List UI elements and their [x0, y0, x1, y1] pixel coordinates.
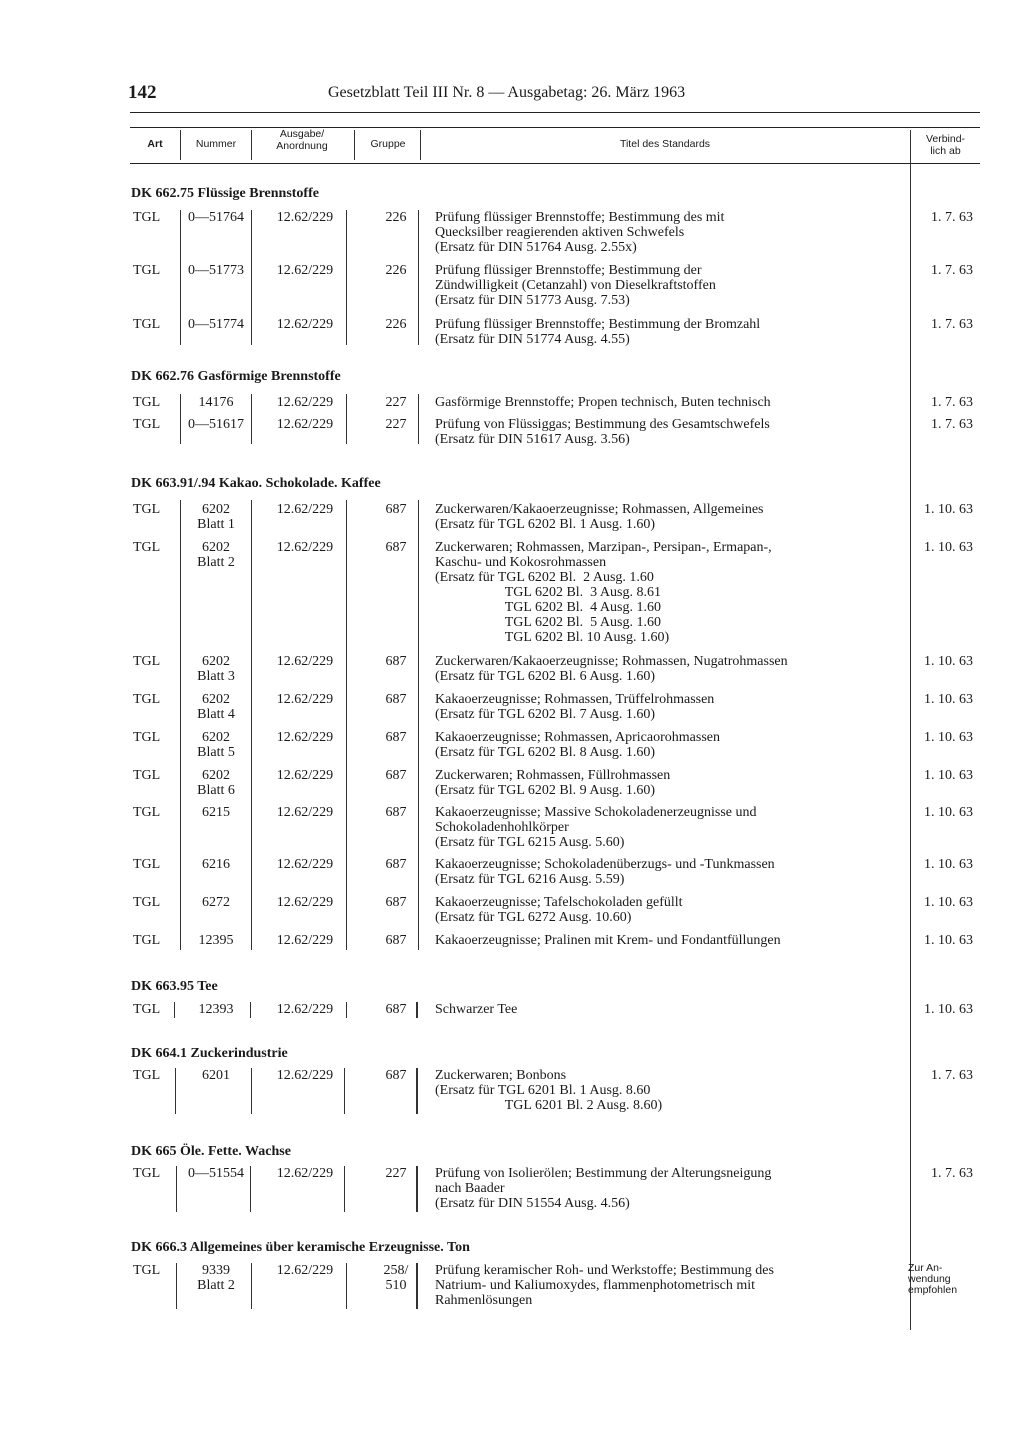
cell-rule — [251, 210, 252, 345]
gruppe: 687 — [385, 895, 407, 910]
ausgabe: 12.62/229 — [276, 1166, 334, 1181]
cell-rule — [346, 500, 347, 950]
verbindlich-ab: 1. 10. 63 — [924, 692, 973, 707]
col-ausgabe-line2: Anordnung — [276, 140, 328, 152]
table-top-rule — [130, 127, 980, 128]
nummer: 6202 — [202, 540, 230, 555]
ausgabe: 12.62/229 — [276, 730, 334, 745]
cell-rule — [346, 1002, 347, 1018]
cell-rule — [416, 1166, 418, 1212]
nummer: 6202 — [202, 692, 230, 707]
verbindlich-ab: 1. 10. 63 — [924, 730, 973, 745]
nummer-blatt: Blatt 4 — [197, 707, 235, 722]
titel: Prüfung von Isolierölen; Bestimmung der Alterungsneigung nach Baader (Ersatz für DIN 51554 Ausg. 4.56) — [435, 1166, 772, 1211]
art: TGL — [133, 692, 161, 707]
cell-rule — [251, 500, 252, 950]
cell-rule — [344, 1166, 345, 1212]
verbindlich-ab: 1. 7. 63 — [931, 1068, 973, 1083]
ausgabe: 12.62/229 — [276, 417, 334, 432]
col-divider — [180, 130, 181, 160]
art: TGL — [133, 1068, 161, 1083]
cell-rule — [416, 1002, 418, 1018]
art: TGL — [133, 210, 161, 225]
ausgabe: 12.62/229 — [276, 895, 334, 910]
gruppe: 687 — [385, 805, 407, 820]
titel: Zuckerwaren; Bonbons (Ersatz für TGL 6201 Bl. 1 Ausg. 8.60 TGL 6201 Bl. 2 Ausg. 8.60) — [435, 1068, 663, 1113]
cell-rule — [344, 1068, 345, 1114]
verbindlich-ab: 1. 7. 63 — [931, 417, 973, 432]
titel: Kakaoerzeugnisse; Pralinen mit Krem- und Fondantfüllungen — [435, 933, 781, 948]
cell-rule — [180, 500, 181, 950]
cell-rule — [418, 394, 419, 444]
ausgabe: 12.62/229 — [276, 692, 334, 707]
titel: Prüfung flüssiger Brennstoffe; Bestimmung der Bromzahl (Ersatz für DIN 51774 Ausg. 4.55) — [435, 317, 761, 347]
nummer: 12393 — [198, 1002, 234, 1017]
gruppe: 226 — [385, 317, 407, 332]
ausgabe: 12.62/229 — [276, 317, 334, 332]
cell-rule — [180, 210, 181, 345]
titel: Kakaoerzeugnisse; Tafelschokoladen gefüllt (Ersatz für TGL 6272 Ausg. 10.60) — [435, 895, 683, 925]
cell-rule — [175, 1068, 176, 1114]
ausgabe: 12.62/229 — [276, 395, 334, 410]
gruppe: 687 — [385, 730, 407, 745]
verbindlich-ab: 1. 7. 63 — [931, 395, 973, 410]
nummer-blatt: Blatt 6 — [197, 783, 235, 798]
verbindlich-ab: 1. 7. 63 — [931, 263, 973, 278]
gruppe: 227 — [385, 395, 407, 410]
gruppe: 687 — [385, 654, 407, 669]
nummer: 6216 — [202, 857, 230, 872]
art: TGL — [133, 933, 161, 948]
verbindlich-ab: 1. 10. 63 — [924, 540, 973, 555]
ausgabe: 12.62/229 — [276, 502, 334, 517]
cell-rule — [418, 210, 419, 345]
section-heading: DK 664.1 Zuckerindustrie — [131, 1046, 288, 1061]
gruppe: 687 — [385, 692, 407, 707]
cell-rule — [180, 394, 181, 444]
art: TGL — [133, 654, 161, 669]
nummer: 0—51764 — [188, 210, 244, 225]
gruppe: 227 — [385, 417, 407, 432]
col-divider — [354, 130, 355, 160]
gruppe: 687 — [385, 1002, 407, 1017]
gruppe: 687 — [385, 540, 407, 555]
nummer: 6202 — [202, 654, 230, 669]
cell-rule — [251, 1263, 252, 1309]
ausgabe: 12.62/229 — [276, 210, 334, 225]
cell-rule — [416, 1263, 418, 1309]
section-heading: DK 662.75 Flüssige Brennstoffe — [131, 186, 319, 201]
titel: Zuckerwaren/Kakaoerzeugnisse; Rohmassen, Allgemeines (Ersatz für TGL 6202 Bl. 1 Ausg. 1.60) — [435, 502, 764, 532]
col-divider — [251, 130, 252, 160]
nummer-blatt: Blatt 1 — [197, 517, 235, 532]
nummer: 12395 — [198, 933, 234, 948]
ausgabe: 12.62/229 — [276, 1068, 334, 1083]
nummer: 6201 — [202, 1068, 230, 1083]
section-heading: DK 663.95 Tee — [131, 979, 218, 994]
col-divider — [420, 130, 421, 160]
ausgabe: 12.62/229 — [276, 805, 334, 820]
titel: Zuckerwaren; Rohmassen, Füllrohmassen (Ersatz für TGL 6202 Bl. 9 Ausg. 1.60) — [435, 768, 671, 798]
section-heading: DK 663.91/.94 Kakao. Schokolade. Kaffee — [131, 476, 381, 491]
art: TGL — [133, 540, 161, 555]
verbindlich-ab: 1. 10. 63 — [924, 502, 973, 517]
art: TGL — [133, 805, 161, 820]
cell-rule — [416, 1068, 418, 1114]
col-titel: Titel des Standards — [619, 138, 711, 150]
nummer: 14176 — [198, 395, 234, 410]
cell-rule — [346, 1263, 347, 1309]
col-divider-verbindlich — [910, 130, 911, 1330]
verbindlich-ab: 1. 10. 63 — [924, 654, 973, 669]
art: TGL — [133, 263, 161, 278]
art: TGL — [133, 895, 161, 910]
ausgabe: 12.62/229 — [276, 1002, 334, 1017]
ausgabe: 12.62/229 — [276, 540, 334, 555]
verbindlich-ab: 1. 10. 63 — [924, 895, 973, 910]
col-gruppe: Gruppe — [370, 138, 406, 150]
cell-rule — [346, 210, 347, 345]
nummer: 6272 — [202, 895, 230, 910]
titel: Prüfung keramischer Roh- und Werkstoffe; Bestimmung des Natrium- und Kaliumoxydes, flammenphotometrisch mit Rahmenlösungen — [435, 1263, 774, 1308]
page-title: Gesetzblatt Teil III Nr. 8 — Ausgabetag: 26. März 1963 — [328, 84, 686, 101]
section-heading: DK 665 Öle. Fette. Wachse — [131, 1144, 291, 1159]
gruppe: 687 — [385, 933, 407, 948]
art: TGL — [133, 1263, 161, 1278]
nummer: 0—51774 — [188, 317, 244, 332]
nummer-blatt: Blatt 2 — [197, 1278, 235, 1293]
cell-rule — [250, 1002, 251, 1018]
verbindlich-ab-note: Zur An- wendung empfohlen — [908, 1262, 958, 1296]
cell-rule — [174, 1002, 175, 1018]
col-verbindlich-line1: Verbind- — [925, 133, 966, 145]
gruppe: 258/ — [383, 1263, 409, 1278]
ausgabe: 12.62/229 — [276, 263, 334, 278]
gruppe: 226 — [385, 210, 407, 225]
ausgabe: 12.62/229 — [276, 768, 334, 783]
nummer: 0—51617 — [188, 417, 244, 432]
gruppe-line2: 510 — [385, 1278, 407, 1293]
art: TGL — [133, 1002, 161, 1017]
titel: Prüfung flüssiger Brennstoffe; Bestimmung des mit Quecksilber reagierenden aktiven Schwefels (Ersatz für DIN 51764 Ausg. 2.55x) — [435, 210, 725, 255]
nummer: 9339 — [202, 1263, 230, 1278]
art: TGL — [133, 395, 161, 410]
nummer: 6215 — [202, 805, 230, 820]
gruppe: 687 — [385, 857, 407, 872]
titel: Zuckerwaren; Rohmassen, Marzipan-, Persipan-, Ermapan-, Kaschu- und Kokosrohmassen (Ersatz für TGL 6202 Bl. 2 Ausg. 1.60 TGL 6202 Bl. 3 Ausg. 8.61 TGL 6202 Bl. 4 Ausg. 1.60 TGL 6202 Bl. 5 Ausg. 1.60 TGL 6202 Bl. 10 Ausg. 1.60) — [435, 540, 772, 645]
col-verbindlich — [911, 133, 980, 157]
titel: Kakaoerzeugnisse; Rohmassen, Trüffelrohmassen (Ersatz für TGL 6202 Bl. 7 Ausg. 1.60) — [435, 692, 715, 722]
cell-rule — [251, 1068, 252, 1114]
art: TGL — [133, 417, 161, 432]
ausgabe: 12.62/229 — [276, 857, 334, 872]
gruppe: 687 — [385, 502, 407, 517]
section-heading: DK 666.3 Allgemeines über keramische Erzeugnisse. Ton — [131, 1240, 470, 1255]
art: TGL — [133, 1166, 161, 1181]
cell-rule — [250, 1166, 251, 1212]
titel: Gasförmige Brennstoffe; Propen technisch, Buten technisch — [435, 395, 771, 410]
cell-rule — [346, 394, 347, 444]
nummer: 6202 — [202, 730, 230, 745]
verbindlich-ab: 1. 10. 63 — [924, 768, 973, 783]
col-ausgabe-line1: Ausgabe/ — [279, 128, 325, 140]
col-verbindlich-line2: lich ab — [930, 145, 961, 157]
art: TGL — [133, 730, 161, 745]
header-rule — [130, 112, 980, 113]
ausgabe: 12.62/229 — [276, 654, 334, 669]
verbindlich-ab: 1. 7. 63 — [931, 1166, 973, 1181]
verbindlich-ab: 1. 7. 63 — [931, 317, 973, 332]
page-header — [128, 82, 980, 108]
verbindlich-ab: 1. 10. 63 — [924, 805, 973, 820]
titel: Kakaoerzeugnisse; Schokoladenüberzugs- und -Tunkmassen (Ersatz für TGL 6216 Ausg. 5.59) — [435, 857, 775, 887]
cell-rule — [418, 500, 419, 950]
table-head-rule — [130, 163, 980, 164]
titel: Prüfung von Flüssiggas; Bestimmung des Gesamtschwefels (Ersatz für DIN 51617 Ausg. 3.56) — [435, 417, 770, 447]
nummer: 6202 — [202, 502, 230, 517]
cell-rule — [251, 394, 252, 444]
art: TGL — [133, 857, 161, 872]
titel: Schwarzer Tee — [435, 1002, 518, 1017]
art: TGL — [133, 317, 161, 332]
gruppe: 226 — [385, 263, 407, 278]
art: TGL — [133, 502, 161, 517]
verbindlich-ab: 1. 7. 63 — [931, 210, 973, 225]
col-ausgabe — [252, 128, 352, 152]
page-number: 142 — [128, 82, 157, 103]
col-nummer: Nummer — [195, 138, 237, 150]
verbindlich-ab: 1. 10. 63 — [924, 933, 973, 948]
titel: Kakaoerzeugnisse; Massive Schokoladenerzeugnisse und Schokoladenhohlkörper (Ersatz für TGL 6215 Ausg. 5.60) — [435, 805, 757, 850]
ausgabe: 12.62/229 — [276, 1263, 334, 1278]
col-art: Art — [147, 138, 163, 150]
nummer: 6202 — [202, 768, 230, 783]
cell-rule — [176, 1263, 177, 1309]
titel: Prüfung flüssiger Brennstoffe; Bestimmung der Zündwilligkeit (Cetanzahl) von Dieselkraftstoffen (Ersatz für DIN 51773 Ausg. 7.53) — [435, 263, 716, 308]
gruppe: 687 — [385, 768, 407, 783]
nummer-blatt: Blatt 3 — [197, 669, 235, 684]
titel: Kakaoerzeugnisse; Rohmassen, Apricaorohmassen (Ersatz für TGL 6202 Bl. 8 Ausg. 1.60) — [435, 730, 720, 760]
nummer-blatt: Blatt 2 — [197, 555, 235, 570]
nummer: 0—51773 — [188, 263, 244, 278]
section-heading: DK 662.76 Gasförmige Brennstoffe — [131, 369, 341, 384]
verbindlich-ab: 1. 10. 63 — [924, 1002, 973, 1017]
art: TGL — [133, 768, 161, 783]
ausgabe: 12.62/229 — [276, 933, 334, 948]
cell-rule — [176, 1166, 177, 1212]
titel: Zuckerwaren/Kakaoerzeugnisse; Rohmassen, Nugatrohmassen (Ersatz für TGL 6202 Bl. 6 Ausg. 1.60) — [435, 654, 788, 684]
gruppe: 687 — [385, 1068, 407, 1083]
verbindlich-ab: 1. 10. 63 — [924, 857, 973, 872]
gruppe: 227 — [385, 1166, 407, 1181]
nummer-blatt: Blatt 5 — [197, 745, 235, 760]
nummer: 0—51554 — [188, 1166, 244, 1181]
